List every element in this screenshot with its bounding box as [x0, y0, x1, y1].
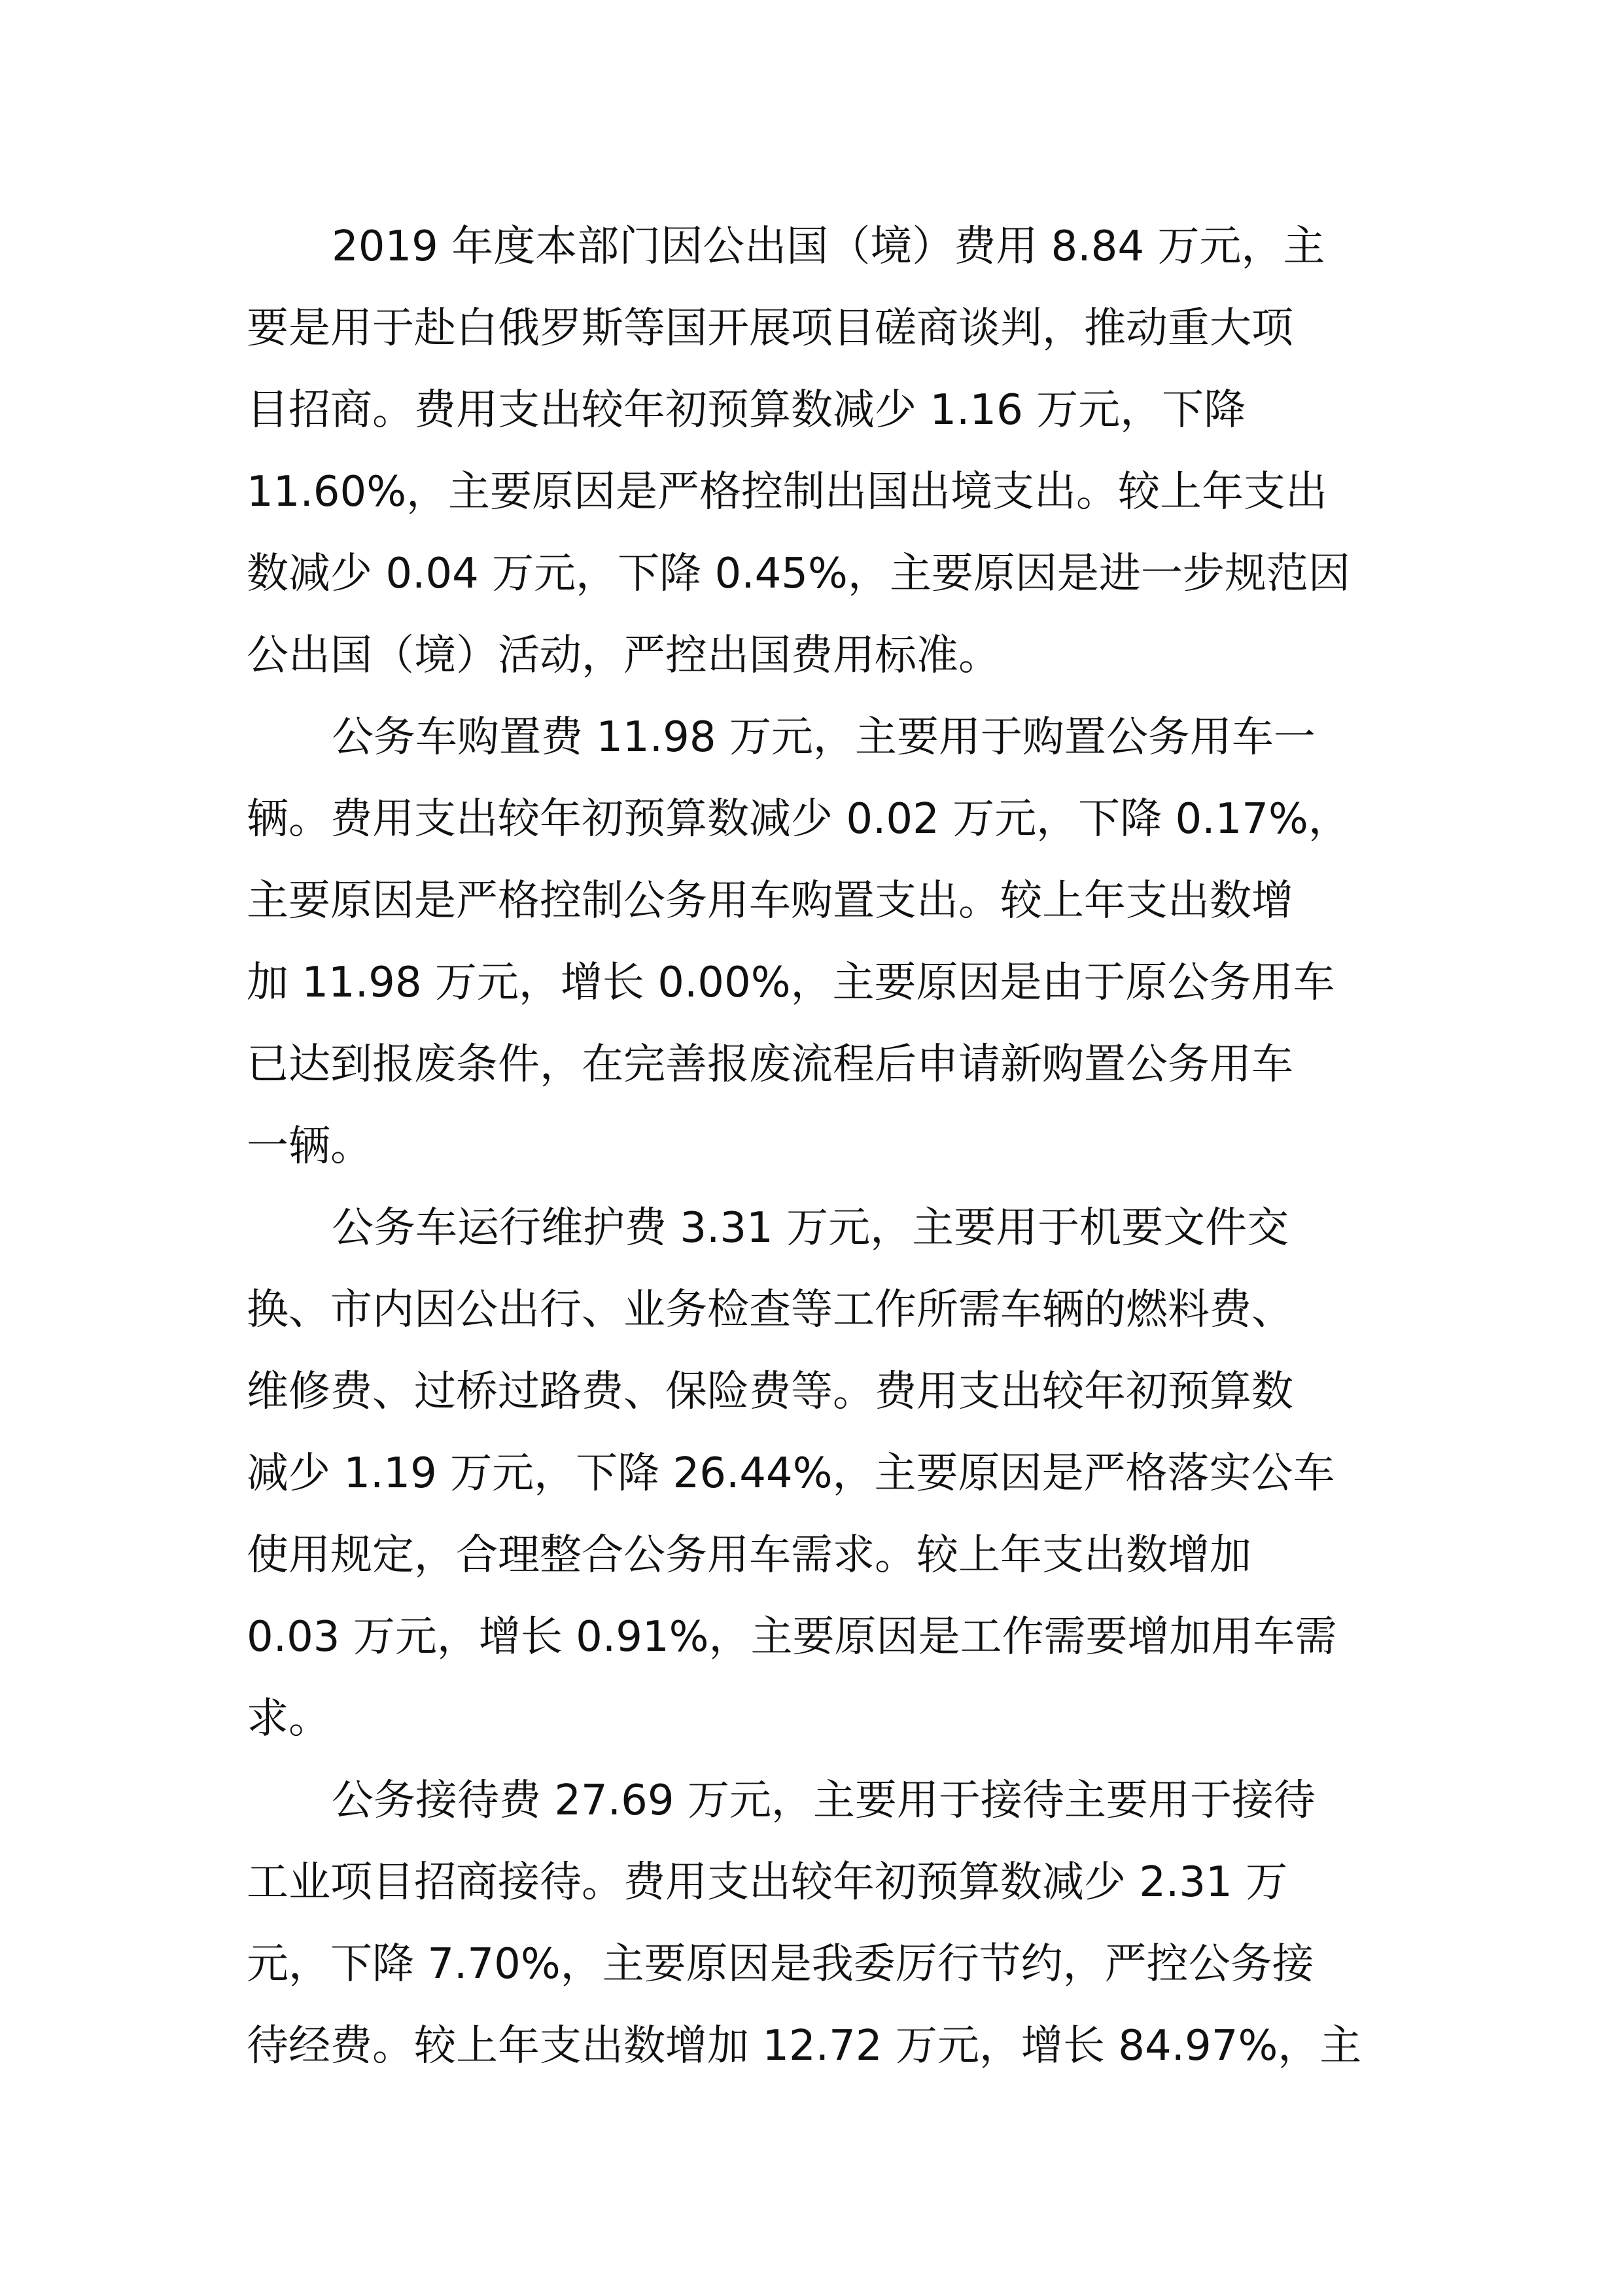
- paragraph-1-line-6: 公出国（境）活动，严控出国费用标准。: [247, 631, 1000, 680]
- paragraph-4-line-2: 工业项目招商接待。费用支出较年初预算数减少 2.31 万: [247, 1858, 1288, 1907]
- paragraph-1-line-1: 2019 年度本部门因公出国（境）费用 8.84 万元，主: [332, 222, 1325, 271]
- paragraph-3-line-6: 0.03 万元，增长 0.91%，主要原因是工作需要增加用车需: [247, 1613, 1337, 1661]
- paragraph-4-line-3: 元，下降 7.70%，主要原因是我委厉行节约，严控公务接: [247, 1940, 1314, 1988]
- paragraph-1-line-4: 11.60%，主要原因是严格控制出国出境支出。较上年支出: [247, 468, 1328, 516]
- paragraph-1-line-2: 要是用于赴白俄罗斯等国开展项目磋商谈判，推动重大项: [247, 304, 1293, 353]
- paragraph-3-line-7: 求。: [247, 1695, 330, 1743]
- paragraph-4-line-1: 公务接待费 27.69 万元，主要用于接待主要用于接待: [332, 1776, 1316, 1825]
- paragraph-3-line-1: 公务车运行维护费 3.31 万元，主要用于机要文件交: [332, 1204, 1289, 1252]
- paragraph-3-line-2: 换、市内因公出行、业务检查等工作所需车辆的燃料费、: [247, 1286, 1293, 1334]
- paragraph-2-line-6: 一辆。: [247, 1122, 372, 1171]
- paragraph-3-line-3: 维修费、过桥过路费、保险费等。费用支出较年初预算数: [247, 1368, 1293, 1416]
- paragraph-1-line-3: 目招商。费用支出较年初预算数减少 1.16 万元，下降: [247, 386, 1246, 434]
- paragraph-3-line-5: 使用规定，合理整合公务用车需求。较上年支出数增加: [247, 1531, 1251, 1580]
- paragraph-2-line-4: 加 11.98 万元，增长 0.00%，主要原因是由于原公务用车: [247, 959, 1335, 1007]
- paragraph-3-line-4: 减少 1.19 万元，下降 26.44%，主要原因是严格落实公车: [247, 1449, 1335, 1498]
- paragraph-1-line-5: 数减少 0.04 万元，下降 0.45%，主要原因是进一步规范因: [247, 550, 1350, 598]
- paragraph-4-line-4: 待经费。较上年支出数增加 12.72 万元，增长 84.97%，主: [247, 2022, 1362, 2070]
- paragraph-2-line-2: 辆。费用支出较年初预算数减少 0.02 万元，下降 0.17%，: [247, 795, 1350, 843]
- paragraph-2-line-5: 已达到报废条件，在完善报废流程后申请新购置公务用车: [247, 1040, 1293, 1089]
- paragraph-2-line-1: 公务车购置费 11.98 万元，主要用于购置公务用车一: [332, 713, 1316, 762]
- paragraph-2-line-3: 主要原因是严格控制公务用车购置支出。较上年支出数增: [247, 877, 1293, 925]
